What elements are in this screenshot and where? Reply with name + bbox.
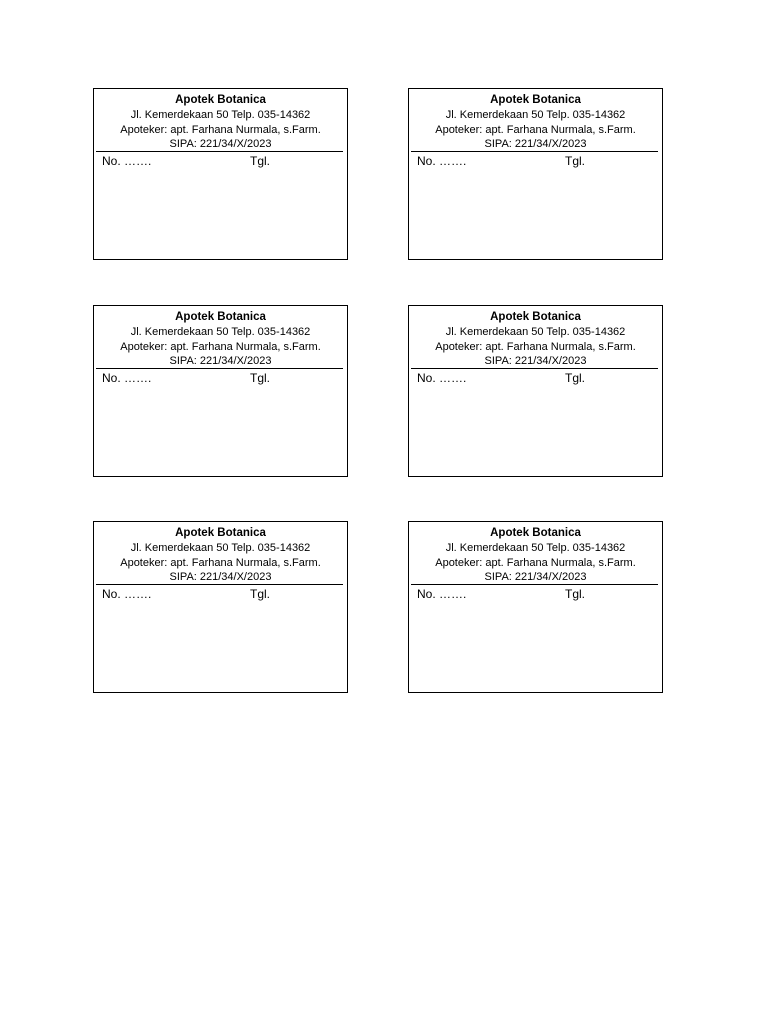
number-field: No. …….	[417, 371, 467, 385]
number-field: No. …….	[102, 587, 152, 601]
pharmacist-name: Apoteker: apt. Farhana Nurmala, s.Farm.	[120, 341, 321, 353]
header-divider	[411, 584, 658, 585]
label-header	[94, 306, 347, 368]
license-number: SIPA: 221/34/X/2023	[484, 138, 587, 150]
header-divider	[411, 151, 658, 152]
pharmacist-name: Apoteker: apt. Farhana Nurmala, s.Farm.	[435, 557, 636, 569]
label-fields	[409, 586, 662, 602]
pharmacy-address: Jl. Kemerdekaan 50 Telp. 035-14362	[445, 542, 626, 554]
label-header	[94, 522, 347, 584]
pharmacist-name: Apoteker: apt. Farhana Nurmala, s.Farm.	[120, 124, 321, 136]
prescription-label	[408, 521, 663, 693]
date-field: Tgl.	[250, 154, 271, 168]
pharmacy-address: Jl. Kemerdekaan 50 Telp. 035-14362	[445, 326, 626, 338]
label-fields	[409, 370, 662, 386]
license-number: SIPA: 221/34/X/2023	[484, 355, 587, 367]
license-number: SIPA: 221/34/X/2023	[169, 571, 272, 583]
license-number: SIPA: 221/34/X/2023	[484, 571, 587, 583]
label-fields	[409, 153, 662, 169]
prescription-label	[93, 521, 348, 693]
date-field: Tgl.	[250, 371, 271, 385]
date-field: Tgl.	[565, 154, 586, 168]
prescription-label	[408, 305, 663, 477]
pharmacy-address: Jl. Kemerdekaan 50 Telp. 035-14362	[130, 542, 311, 554]
label-header	[409, 522, 662, 584]
prescription-label	[93, 88, 348, 260]
pharmacy-address: Jl. Kemerdekaan 50 Telp. 035-14362	[445, 109, 626, 121]
pharmacy-name: Apotek Botanica	[175, 527, 266, 539]
number-field: No. …….	[417, 587, 467, 601]
label-header	[409, 89, 662, 151]
pharmacy-address: Jl. Kemerdekaan 50 Telp. 035-14362	[130, 326, 311, 338]
header-divider	[96, 368, 343, 369]
prescription-label	[93, 305, 348, 477]
pharmacy-name: Apotek Botanica	[175, 94, 266, 106]
date-field: Tgl.	[565, 587, 586, 601]
pharmacy-name: Apotek Botanica	[490, 527, 581, 539]
label-fields	[94, 586, 347, 602]
pharmacy-name: Apotek Botanica	[490, 311, 581, 323]
number-field: No. …….	[417, 154, 467, 168]
pharmacist-name: Apoteker: apt. Farhana Nurmala, s.Farm.	[435, 124, 636, 136]
label-fields	[94, 153, 347, 169]
number-field: No. …….	[102, 371, 152, 385]
pharmacist-name: Apoteker: apt. Farhana Nurmala, s.Farm.	[435, 341, 636, 353]
label-fields	[94, 370, 347, 386]
prescription-label	[408, 88, 663, 260]
pharmacist-name: Apoteker: apt. Farhana Nurmala, s.Farm.	[120, 557, 321, 569]
license-number: SIPA: 221/34/X/2023	[169, 355, 272, 367]
label-header	[94, 89, 347, 151]
header-divider	[96, 151, 343, 152]
pharmacy-name: Apotek Botanica	[490, 94, 581, 106]
license-number: SIPA: 221/34/X/2023	[169, 138, 272, 150]
date-field: Tgl.	[250, 587, 271, 601]
pharmacy-name: Apotek Botanica	[175, 311, 266, 323]
number-field: No. …….	[102, 154, 152, 168]
date-field: Tgl.	[565, 371, 586, 385]
header-divider	[411, 368, 658, 369]
header-divider	[96, 584, 343, 585]
pharmacy-address: Jl. Kemerdekaan 50 Telp. 035-14362	[130, 109, 311, 121]
label-header	[409, 306, 662, 368]
